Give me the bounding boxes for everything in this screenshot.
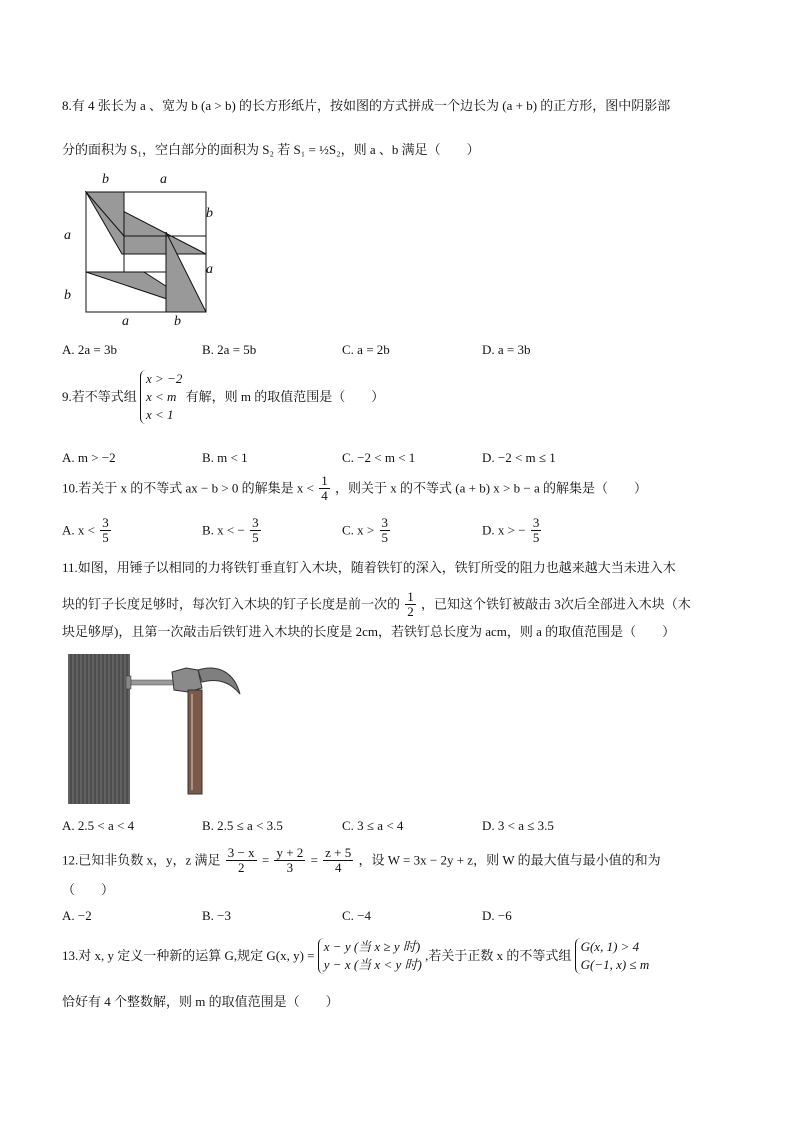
- label-b-left: b: [64, 288, 71, 303]
- q8-option-d: D. a = 3b: [482, 342, 531, 357]
- q13-system-1: G(x, 1) > 4: [580, 939, 640, 954]
- wood-block: [68, 654, 130, 804]
- hammer-handle: [188, 690, 202, 794]
- label-a-bottom: a: [122, 314, 129, 329]
- frac-den: 5: [532, 530, 540, 545]
- q11-frac-den: 2: [407, 604, 414, 619]
- frac-num: 3 − x: [227, 845, 255, 860]
- q12-eq1: =: [261, 852, 270, 868]
- label-a-right: a: [206, 262, 213, 277]
- q11-line2a: 块的钉子长度足够时，每次钉入木块的钉子长度是前一次的: [62, 596, 401, 612]
- q10-option-b: [202, 516, 263, 545]
- q10-line: [62, 474, 647, 503]
- frac-den: 5: [252, 530, 259, 545]
- q10-option-b-frac: [250, 516, 261, 545]
- q10-frac-den: 4: [321, 488, 328, 503]
- q9-line: [62, 370, 384, 424]
- q10-frac-num: 1: [321, 473, 328, 488]
- frac-den: 3: [286, 860, 294, 875]
- label-a-top: a: [160, 172, 167, 187]
- q12-option-b: B. −3: [202, 908, 232, 923]
- q11-line1: 11.如图，用锤子以相同的力将铁钉垂直钉入木块，随着铁钉的深入，铁钉所受的阻力也越来越大当未进入木: [62, 560, 676, 575]
- q12-line2: （ ）: [62, 882, 115, 897]
- frac-num: y + 2: [276, 845, 304, 860]
- q13-text-b: ,若关于正数 x 的不等式组: [425, 948, 572, 963]
- frac-den: 5: [381, 530, 389, 545]
- q11-option-b: B. 2.5 ≤ a < 3.5: [202, 818, 283, 833]
- q9-option-d: D. −2 < m ≤ 1: [482, 450, 556, 465]
- q13-system-2: G(−1, x) ≤ m: [580, 957, 650, 972]
- q13-text-a: 13.对 x, y 定义一种新的运算 G,规定 G(x, y) =: [62, 948, 315, 963]
- q10-option-a-prefix: A. x <: [62, 522, 95, 538]
- q10-option-b-prefix: B. x < −: [202, 522, 245, 538]
- frac-den: 4: [334, 860, 342, 875]
- q13-cases: [318, 938, 422, 974]
- q10-option-a: [62, 516, 113, 545]
- q12-option-c: C. −4: [342, 908, 372, 923]
- q10-text-a: 10.若关于 x 的不等式 ax − b > 0 的解集是 x <: [62, 480, 315, 496]
- q8-line2: 分的面积为 S₁，空白部分的面积为 S₂ 若 S₁ = ½S₂，则 a 、b 满足（ ）: [62, 142, 480, 157]
- frac-den: 2: [237, 860, 245, 875]
- q9-option-a: A. m > −2: [62, 450, 116, 465]
- q10-option-d-frac: [531, 516, 542, 545]
- q9-system: [140, 370, 182, 424]
- q12-frac1: [226, 846, 257, 875]
- q13-case-2: y − x (当 x < y 时): [323, 957, 422, 972]
- frac-den: 5: [102, 530, 109, 545]
- q11-line3: 块足够厚)，且第一次敲击后铁钉进入木块的长度是 2cm，若铁钉总长度为 acm，则 a 的取值范围是（ ）: [62, 624, 676, 639]
- q9-system-1: x > −2: [146, 371, 183, 386]
- q8-option-a: A. 2a = 3b: [62, 342, 117, 357]
- q12-option-d: D. −6: [482, 908, 512, 923]
- hammer-claw: [198, 668, 240, 694]
- q8-figure: [62, 172, 222, 332]
- q10-option-c-prefix: C. x >: [342, 522, 375, 538]
- q9-suffix: 有解，则 m 的取值范围是（ ）: [185, 389, 385, 404]
- square-puzzle-diagram: [62, 172, 222, 332]
- hammer-nail-illustration: [68, 654, 248, 804]
- q12-text-b: ，设 W = 3x − 2y + z，则 W 的最大值与最小值的和为: [358, 852, 661, 868]
- q9-system-2: x < m: [146, 389, 177, 404]
- label-b-top: b: [102, 172, 109, 187]
- q11-line2: [62, 590, 691, 619]
- q13-line2: 恰好有 4 个整数解，则 m 的取值范围是（ ）: [62, 994, 339, 1009]
- q8-line1: 8.有 4 张长为 a 、宽为 b (a > b) 的长方形纸片，按如图的方式拼成一个边长为 (a + b) 的正方形，图中阴影部: [62, 98, 671, 113]
- q11-line2b: ，已知这个铁钉被敲击 3次后全部进入木块（木: [421, 596, 691, 612]
- hammer-head: [172, 668, 202, 692]
- label-a-left: a: [64, 228, 71, 243]
- q12-line1: [62, 846, 661, 875]
- frac-num: 3: [252, 515, 259, 530]
- q10-text-b: ，则关于 x 的不等式 (a + b) x > b − a 的解集是（ ）: [335, 480, 647, 496]
- q10-fraction: [319, 474, 330, 503]
- q9-option-b: B. m < 1: [202, 450, 248, 465]
- q11-frac-num: 1: [407, 589, 414, 604]
- q9-option-c: C. −2 < m < 1: [342, 450, 416, 465]
- label-b-right: b: [206, 206, 213, 221]
- q10-option-c-frac: [380, 516, 391, 545]
- q9-system-3: x < 1: [146, 407, 174, 422]
- q8-option-b: B. 2a = 5b: [202, 342, 257, 357]
- q11-option-d: D. 3 < a ≤ 3.5: [482, 818, 554, 833]
- q11-option-c: C. 3 ≤ a < 4: [342, 818, 404, 833]
- q11-option-a: A. 2.5 < a < 4: [62, 818, 135, 833]
- label-b-bottom: b: [174, 314, 181, 329]
- q12-eq2: =: [310, 852, 318, 868]
- q10-option-c: [342, 516, 392, 545]
- q8-option-c: C. a = 2b: [342, 342, 390, 357]
- q10-option-d-prefix: D. x > −: [482, 522, 526, 538]
- frac-num: 3: [532, 515, 540, 530]
- q12-option-a: A. −2: [62, 908, 92, 923]
- q10-option-d: [482, 516, 543, 545]
- q12-frac2: [274, 846, 305, 875]
- frac-num: z + 5: [325, 845, 352, 860]
- q10-option-a-frac: [100, 516, 111, 545]
- q13-system: [575, 938, 650, 974]
- q11-hammer-figure: [68, 654, 248, 804]
- q13-case-1: x − y (当 x ≥ y 时): [323, 939, 421, 954]
- q13-line1: [62, 938, 649, 974]
- q12-text-a: 12.已知非负数 x，y，z 满足: [62, 852, 221, 868]
- q12-frac3: [323, 846, 353, 875]
- q9-prefix: 9.若不等式组: [62, 389, 137, 404]
- frac-num: 3: [381, 515, 389, 530]
- q11-fraction: [405, 590, 416, 619]
- frac-num: 3: [102, 515, 109, 530]
